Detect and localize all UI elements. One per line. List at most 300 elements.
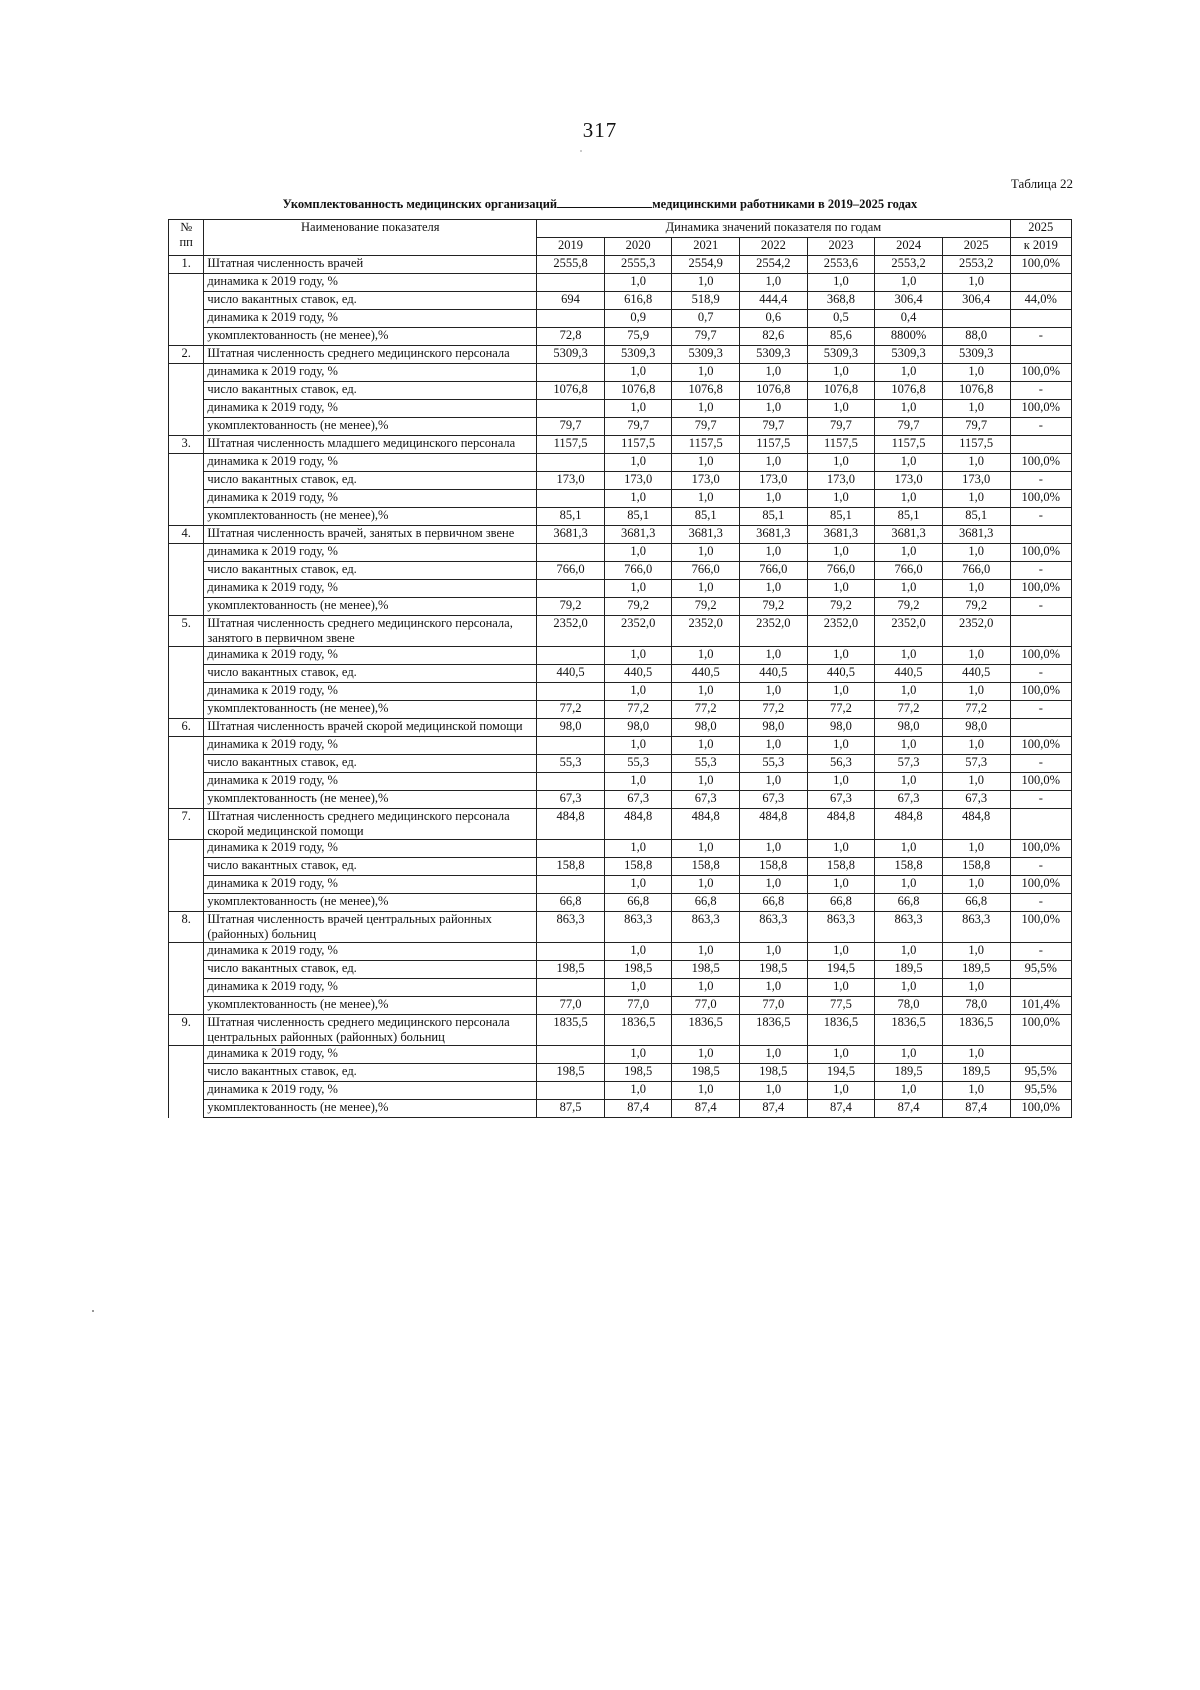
ratio-value: 95,5%: [1010, 961, 1071, 979]
indicator-row: [169, 544, 1072, 562]
year-value: 79,7: [875, 418, 943, 436]
year-value: 158,8: [807, 858, 875, 876]
year-value: 1076,8: [875, 382, 943, 400]
row-number-empty: [169, 400, 204, 418]
year-value: 79,7: [604, 418, 672, 436]
year-value: 1,0: [740, 274, 808, 292]
year-value: 1076,8: [537, 382, 605, 400]
year-value: 79,7: [537, 418, 605, 436]
year-value: [537, 1082, 605, 1100]
year-value: 1,0: [672, 773, 740, 791]
year-value: 368,8: [807, 292, 875, 310]
row-number-empty: [169, 755, 204, 773]
year-value: 1076,8: [672, 382, 740, 400]
year-value: 616,8: [604, 292, 672, 310]
year-value: 306,4: [942, 292, 1010, 310]
year-value: 1,0: [807, 979, 875, 997]
year-value: [537, 647, 605, 665]
indicator-row: [169, 454, 1072, 472]
header-year: 2021: [672, 238, 740, 256]
year-value: [537, 876, 605, 894]
year-value: 189,5: [942, 961, 1010, 979]
year-value: 1,0: [740, 1046, 808, 1064]
year-value: 3681,3: [672, 526, 740, 544]
indicator-row: [169, 979, 1072, 997]
indicator-label: динамика к 2019 году, %: [204, 580, 537, 598]
year-value: 77,2: [875, 701, 943, 719]
year-value: [537, 364, 605, 382]
indicator-row: [169, 472, 1072, 490]
year-value: 173,0: [537, 472, 605, 490]
ratio-value: -: [1010, 791, 1071, 809]
indicator-row: [169, 1064, 1072, 1082]
year-value: 484,8: [807, 809, 875, 840]
year-value: 158,8: [942, 858, 1010, 876]
year-value: 1,0: [807, 1082, 875, 1100]
row-number-empty: [169, 418, 204, 436]
ratio-value: [1010, 719, 1071, 737]
indicator-row: [169, 598, 1072, 616]
year-value: 1,0: [942, 454, 1010, 472]
year-value: 173,0: [672, 472, 740, 490]
year-value: 2352,0: [807, 616, 875, 647]
year-value: 57,3: [875, 755, 943, 773]
year-value: [537, 544, 605, 562]
indicator-label: число вакантных ставок, ед.: [204, 562, 537, 580]
row-number-empty: [169, 598, 204, 616]
page-number: 317: [582, 118, 618, 142]
row-number-empty: [169, 1064, 204, 1082]
year-value: 1076,8: [740, 382, 808, 400]
year-value: 1,0: [875, 647, 943, 665]
row-number-empty: [169, 382, 204, 400]
row-number-empty: [169, 310, 204, 328]
year-value: 1,0: [875, 1082, 943, 1100]
year-value: 1836,5: [807, 1015, 875, 1046]
scan-speck: [580, 150, 582, 152]
year-value: 1,0: [942, 490, 1010, 508]
year-value: 1157,5: [942, 436, 1010, 454]
row-number-empty: [169, 1082, 204, 1100]
year-value: 1,0: [942, 876, 1010, 894]
indicator-row: [169, 580, 1072, 598]
year-value: 173,0: [942, 472, 1010, 490]
year-value: 194,5: [807, 961, 875, 979]
ratio-value: 100,0%: [1010, 683, 1071, 701]
year-value: 1,0: [740, 490, 808, 508]
ratio-value: -: [1010, 894, 1071, 912]
group-title-row: [169, 436, 1072, 454]
row-number-empty: [169, 364, 204, 382]
year-value: 189,5: [875, 961, 943, 979]
indicator-row: [169, 701, 1072, 719]
year-value: 1,0: [672, 364, 740, 382]
year-value: 1,0: [942, 979, 1010, 997]
year-value: 3681,3: [604, 526, 672, 544]
indicator-label: динамика к 2019 году, %: [204, 364, 537, 382]
year-value: 98,0: [740, 719, 808, 737]
year-value: 2554,2: [740, 256, 808, 274]
year-value: 1,0: [807, 737, 875, 755]
header-name: Наименование показателя: [204, 220, 537, 256]
indicator-label: динамика к 2019 году, %: [204, 1082, 537, 1100]
year-value: 1,0: [875, 773, 943, 791]
year-value: 66,8: [604, 894, 672, 912]
year-value: 66,8: [875, 894, 943, 912]
indicator-title: Штатная численность среднего медицинского персонала центральных районных (районных) больниц: [204, 1015, 537, 1046]
header-no: № пп: [169, 220, 204, 256]
year-value: 158,8: [875, 858, 943, 876]
year-value: [537, 310, 605, 328]
year-value: 8800%: [875, 328, 943, 346]
year-value: 1,0: [740, 979, 808, 997]
year-value: 82,6: [740, 328, 808, 346]
year-value: 1076,8: [942, 382, 1010, 400]
year-value: 158,8: [604, 858, 672, 876]
year-value: 1835,5: [537, 1015, 605, 1046]
year-value: 440,5: [740, 665, 808, 683]
year-value: 1,0: [942, 544, 1010, 562]
year-value: [537, 1046, 605, 1064]
year-value: 1,0: [740, 400, 808, 418]
year-value: 863,3: [807, 912, 875, 943]
year-value: 78,0: [875, 997, 943, 1015]
year-value: 78,0: [942, 997, 1010, 1015]
year-value: 1,0: [672, 943, 740, 961]
header-ratio-top: 2025: [1010, 220, 1071, 238]
indicator-row: [169, 562, 1072, 580]
year-value: 766,0: [604, 562, 672, 580]
year-value: 5309,3: [604, 346, 672, 364]
year-value: 2352,0: [740, 616, 808, 647]
year-value: 189,5: [942, 1064, 1010, 1082]
year-value: 1,0: [942, 943, 1010, 961]
year-value: 198,5: [537, 1064, 605, 1082]
year-value: 67,3: [604, 791, 672, 809]
indicator-row: [169, 876, 1072, 894]
indicator-title: Штатная численность врачей: [204, 256, 537, 274]
indicator-label: число вакантных ставок, ед.: [204, 472, 537, 490]
indicator-label: динамика к 2019 году, %: [204, 454, 537, 472]
indicator-title: Штатная численность среднего медицинского персонала скорой медицинской помощи: [204, 809, 537, 840]
year-value: 1,0: [942, 1046, 1010, 1064]
table-title-right: медицинскими работниками в 2019–2025 годах: [652, 197, 918, 211]
row-number-empty: [169, 961, 204, 979]
year-value: 87,4: [807, 1100, 875, 1118]
ratio-value: [1010, 526, 1071, 544]
year-value: 77,5: [807, 997, 875, 1015]
year-value: 5309,3: [740, 346, 808, 364]
year-value: 1,0: [875, 544, 943, 562]
row-number-empty: [169, 472, 204, 490]
year-value: 57,3: [942, 755, 1010, 773]
year-value: 1,0: [672, 683, 740, 701]
table-title-left: Укомплектованность медицинских организаций: [282, 197, 558, 211]
row-number-empty: [169, 1046, 204, 1064]
year-value: 173,0: [807, 472, 875, 490]
row-number: 5.: [169, 616, 204, 647]
year-value: 518,9: [672, 292, 740, 310]
year-value: 766,0: [875, 562, 943, 580]
year-value: 1076,8: [604, 382, 672, 400]
year-value: 1,0: [740, 364, 808, 382]
indicator-row: [169, 997, 1072, 1015]
year-value: 1,0: [672, 454, 740, 472]
year-value: 484,8: [672, 809, 740, 840]
year-value: 1,0: [604, 274, 672, 292]
year-value: 1157,5: [537, 436, 605, 454]
year-value: 79,7: [672, 328, 740, 346]
ratio-value: 100,0%: [1010, 454, 1071, 472]
group-title-row: [169, 809, 1072, 840]
year-value: 1836,5: [942, 1015, 1010, 1046]
year-value: 0,9: [604, 310, 672, 328]
year-value: 0,6: [740, 310, 808, 328]
row-number: 8.: [169, 912, 204, 943]
year-value: 3681,3: [537, 526, 605, 544]
ratio-value: -: [1010, 701, 1071, 719]
indicator-label: число вакантных ставок, ед.: [204, 292, 537, 310]
indicator-row: [169, 683, 1072, 701]
ratio-value: 100,0%: [1010, 647, 1071, 665]
row-number-empty: [169, 858, 204, 876]
year-value: 2553,2: [942, 256, 1010, 274]
row-number-empty: [169, 701, 204, 719]
ratio-value: 100,0%: [1010, 580, 1071, 598]
group-title-row: [169, 256, 1072, 274]
year-value: 0,5: [807, 310, 875, 328]
year-value: 440,5: [807, 665, 875, 683]
year-value: 1157,5: [807, 436, 875, 454]
year-value: 440,5: [537, 665, 605, 683]
year-value: 0,7: [672, 310, 740, 328]
header-year: 2020: [604, 238, 672, 256]
indicator-label: число вакантных ставок, ед.: [204, 1064, 537, 1082]
year-value: 1,0: [604, 773, 672, 791]
year-value: 3681,3: [942, 526, 1010, 544]
year-value: 1,0: [807, 1046, 875, 1064]
group-title-row: [169, 1015, 1072, 1046]
year-value: 1,0: [604, 364, 672, 382]
year-value: 77,2: [604, 701, 672, 719]
year-value: 484,8: [875, 809, 943, 840]
row-number: 6.: [169, 719, 204, 737]
year-value: 189,5: [875, 1064, 943, 1082]
year-value: 98,0: [942, 719, 1010, 737]
year-value: 5309,3: [807, 346, 875, 364]
year-value: 79,2: [875, 598, 943, 616]
row-number-empty: [169, 979, 204, 997]
year-value: 79,7: [807, 418, 875, 436]
year-value: [537, 840, 605, 858]
indicator-row: [169, 858, 1072, 876]
year-value: 79,2: [537, 598, 605, 616]
year-value: 1,0: [604, 400, 672, 418]
year-value: 1,0: [672, 737, 740, 755]
year-value: 1,0: [740, 943, 808, 961]
indicator-row: [169, 1082, 1072, 1100]
ratio-value: 100,0%: [1010, 1100, 1071, 1118]
year-value: 1,0: [740, 773, 808, 791]
ratio-value: 100,0%: [1010, 737, 1071, 755]
year-value: 1,0: [875, 580, 943, 598]
year-value: 1,0: [672, 647, 740, 665]
row-number-empty: [169, 737, 204, 755]
year-value: [537, 580, 605, 598]
year-value: 766,0: [672, 562, 740, 580]
year-value: 79,2: [672, 598, 740, 616]
year-value: 77,2: [807, 701, 875, 719]
header-year: 2025: [942, 238, 1010, 256]
row-number-empty: [169, 580, 204, 598]
indicator-label: число вакантных ставок, ед.: [204, 858, 537, 876]
year-value: 1836,5: [604, 1015, 672, 1046]
group-title-row: [169, 616, 1072, 647]
indicator-label: динамика к 2019 году, %: [204, 544, 537, 562]
year-value: 1,0: [604, 737, 672, 755]
row-number-empty: [169, 773, 204, 791]
ratio-value: [1010, 274, 1071, 292]
year-value: 55,3: [537, 755, 605, 773]
indicator-label: укомплектованность (не менее),%: [204, 894, 537, 912]
year-value: 2352,0: [537, 616, 605, 647]
table-body: [169, 256, 1072, 1118]
year-value: 1,0: [942, 737, 1010, 755]
year-value: 173,0: [604, 472, 672, 490]
year-value: 1,0: [807, 580, 875, 598]
indicator-row: [169, 310, 1072, 328]
indicator-row: [169, 665, 1072, 683]
ratio-value: 95,5%: [1010, 1064, 1071, 1082]
year-value: 55,3: [672, 755, 740, 773]
staffing-table: [168, 219, 1072, 1118]
row-number-empty: [169, 683, 204, 701]
year-value: 67,3: [537, 791, 605, 809]
year-value: 158,8: [537, 858, 605, 876]
year-value: 1,0: [604, 979, 672, 997]
row-number-empty: [169, 647, 204, 665]
year-value: 3681,3: [875, 526, 943, 544]
year-value: [942, 310, 1010, 328]
indicator-label: укомплектованность (не менее),%: [204, 997, 537, 1015]
indicator-row: [169, 328, 1072, 346]
year-value: 863,3: [537, 912, 605, 943]
year-value: 484,8: [537, 809, 605, 840]
year-value: 2554,9: [672, 256, 740, 274]
year-value: 88,0: [942, 328, 1010, 346]
year-value: 98,0: [537, 719, 605, 737]
indicator-row: [169, 1046, 1072, 1064]
year-value: 1836,5: [672, 1015, 740, 1046]
indicator-label: динамика к 2019 году, %: [204, 310, 537, 328]
indicator-row: [169, 508, 1072, 526]
indicator-row: [169, 364, 1072, 382]
year-value: 87,4: [875, 1100, 943, 1118]
row-number-empty: [169, 665, 204, 683]
year-value: 1,0: [740, 544, 808, 562]
row-number-empty: [169, 876, 204, 894]
year-value: 77,2: [740, 701, 808, 719]
indicator-label: укомплектованность (не менее),%: [204, 328, 537, 346]
year-value: 1,0: [942, 683, 1010, 701]
year-value: [537, 274, 605, 292]
year-value: 85,1: [740, 508, 808, 526]
year-value: 87,4: [672, 1100, 740, 1118]
indicator-row: [169, 418, 1072, 436]
year-value: 77,0: [537, 997, 605, 1015]
year-value: 55,3: [604, 755, 672, 773]
year-value: 1,0: [672, 979, 740, 997]
year-value: 1,0: [807, 364, 875, 382]
year-value: 1,0: [672, 1082, 740, 1100]
indicator-row: [169, 943, 1072, 961]
year-value: 1,0: [875, 737, 943, 755]
row-number-empty: [169, 894, 204, 912]
year-value: 77,0: [604, 997, 672, 1015]
ratio-value: [1010, 436, 1071, 454]
year-value: 1,0: [875, 364, 943, 382]
year-value: 1,0: [807, 840, 875, 858]
year-value: 66,8: [740, 894, 808, 912]
year-value: 5309,3: [672, 346, 740, 364]
indicator-row: [169, 647, 1072, 665]
year-value: 1,0: [875, 274, 943, 292]
year-value: 79,2: [740, 598, 808, 616]
year-value: 1,0: [604, 1082, 672, 1100]
year-value: 1,0: [672, 1046, 740, 1064]
year-value: 98,0: [807, 719, 875, 737]
year-value: 2352,0: [875, 616, 943, 647]
year-value: 1,0: [875, 490, 943, 508]
year-value: 79,2: [807, 598, 875, 616]
year-value: 863,3: [604, 912, 672, 943]
year-value: 1836,5: [740, 1015, 808, 1046]
year-value: 198,5: [672, 961, 740, 979]
ratio-value: [1010, 979, 1071, 997]
ratio-value: [1010, 310, 1071, 328]
year-value: 1,0: [740, 876, 808, 894]
year-value: 1,0: [604, 943, 672, 961]
year-value: 79,7: [942, 418, 1010, 436]
row-number: 7.: [169, 809, 204, 840]
year-value: 198,5: [672, 1064, 740, 1082]
year-value: 694: [537, 292, 605, 310]
year-value: 1,0: [875, 876, 943, 894]
indicator-label: число вакантных ставок, ед.: [204, 961, 537, 979]
row-number-empty: [169, 943, 204, 961]
year-value: 766,0: [740, 562, 808, 580]
ratio-value: -: [1010, 418, 1071, 436]
indicator-row: [169, 490, 1072, 508]
indicator-label: динамика к 2019 году, %: [204, 490, 537, 508]
indicator-row: [169, 382, 1072, 400]
year-value: 444,4: [740, 292, 808, 310]
year-value: 85,1: [875, 508, 943, 526]
year-value: 66,8: [807, 894, 875, 912]
table-header: [169, 220, 1072, 256]
year-value: 484,8: [740, 809, 808, 840]
year-value: 198,5: [537, 961, 605, 979]
ratio-value: 100,0%: [1010, 773, 1071, 791]
title-blank-line: [557, 197, 652, 208]
year-value: 79,2: [604, 598, 672, 616]
year-value: 863,3: [942, 912, 1010, 943]
year-value: 440,5: [672, 665, 740, 683]
indicator-label: динамика к 2019 году, %: [204, 979, 537, 997]
year-value: 1,0: [672, 490, 740, 508]
year-value: 87,4: [942, 1100, 1010, 1118]
year-value: 194,5: [807, 1064, 875, 1082]
